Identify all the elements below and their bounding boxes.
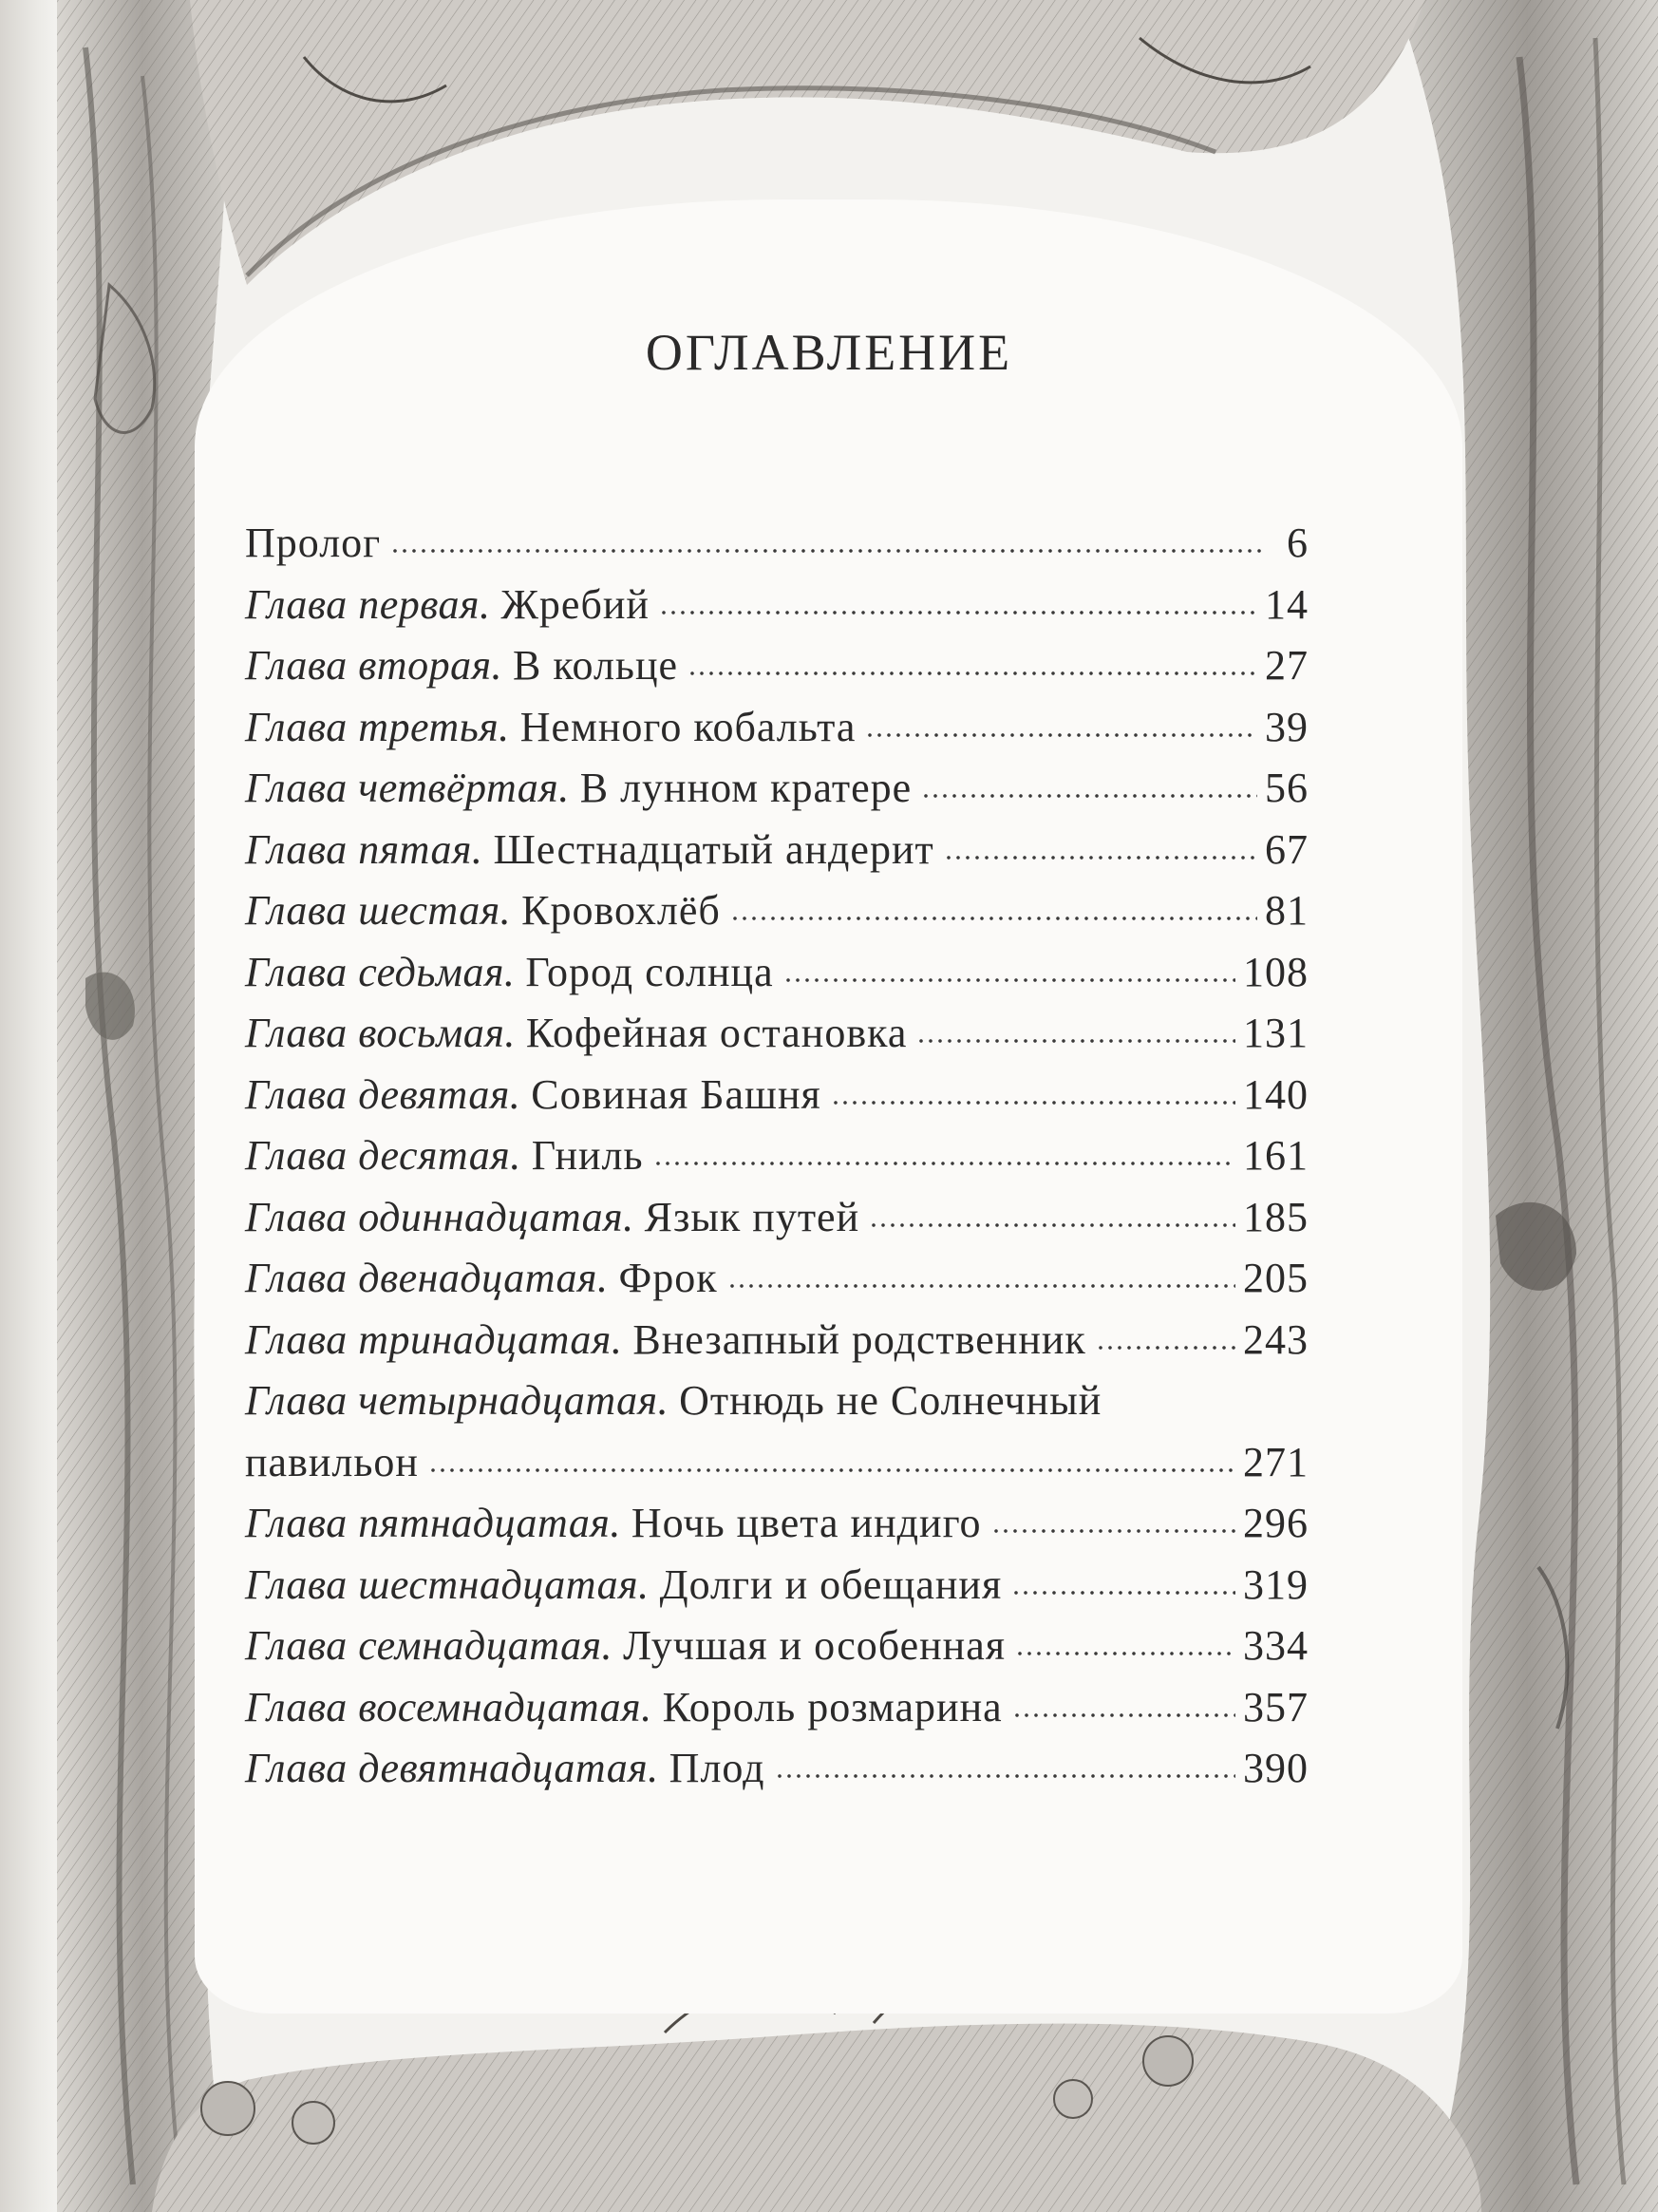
toc-entry-title: В лунном кратере [579, 765, 913, 811]
toc-page-number: 161 [1243, 1132, 1309, 1179]
toc-page-number: 131 [1243, 1010, 1309, 1056]
toc-leader-dots [783, 967, 1235, 986]
toc-page-number: 81 [1265, 887, 1309, 934]
page-title: ОГЛАВЛЕНИЕ [645, 324, 1013, 381]
toc-leader-dots [775, 1763, 1235, 1782]
toc-chapter-number: Глава двенадцатая. [245, 1255, 609, 1301]
toc-entry-title: Язык путей [644, 1193, 860, 1240]
toc-page-number: 296 [1243, 1500, 1309, 1546]
toc-leader-dots [727, 1273, 1235, 1292]
toc-leader-dots [428, 1457, 1235, 1476]
toc-leader-dots [921, 783, 1257, 802]
toc-entry-line1[interactable] [245, 1371, 1309, 1432]
toc-entry-title: Отнюдь не Солнечный [679, 1377, 1102, 1424]
toc-leader-dots [730, 905, 1257, 924]
toc-page-number: 140 [1243, 1070, 1309, 1118]
toc-entry[interactable] [245, 1003, 1309, 1065]
toc-page-number: 334 [1243, 1622, 1309, 1669]
toc-entry-title-continued: павильон [245, 1438, 419, 1485]
toc-chapter-number: Глава шестнадцатая. [245, 1560, 650, 1608]
toc-entry[interactable] [245, 1125, 1309, 1187]
toc-leader-dots [1012, 1702, 1235, 1721]
toc-chapter-number: Глава семнадцатая. [245, 1622, 613, 1669]
toc-entry-title: Фрок [618, 1255, 718, 1301]
toc-page-number: 6 [1287, 520, 1309, 566]
toc-chapter-number: Глава четырнадцатая. [245, 1377, 669, 1424]
toc-entry[interactable] [245, 1616, 1309, 1677]
toc-leader-dots [659, 599, 1257, 618]
toc-page-number: 39 [1265, 703, 1309, 750]
toc-entry-title: Король розмарина [662, 1683, 1003, 1730]
toc-chapter-number: Глава пятнадцатая. [245, 1500, 621, 1546]
toc-entry[interactable] [245, 1187, 1309, 1249]
toc-entry[interactable] [245, 942, 1309, 1004]
toc-entry-title: Шестнадцатый андерит [493, 825, 934, 873]
toc-chapter-number: Глава тринадцатая. [245, 1315, 623, 1363]
toc-leader-dots [944, 844, 1257, 863]
toc-page-number: 390 [1243, 1745, 1309, 1791]
toc-entry[interactable] [245, 1555, 1309, 1616]
toc-entry[interactable] [245, 1065, 1309, 1126]
toc-entry[interactable] [245, 1738, 1309, 1800]
toc-entry-title: Ночь цвета индиго [631, 1500, 982, 1546]
toc-chapter-number: Глава четвёртая. [245, 765, 570, 811]
toc-page-number: 56 [1265, 765, 1309, 811]
toc-leader-dots [653, 1150, 1235, 1169]
toc-page-number: 205 [1243, 1255, 1309, 1301]
toc-entry-line2[interactable] [245, 1432, 1309, 1494]
toc-page-number: 108 [1243, 948, 1309, 995]
toc-page-number: 67 [1265, 825, 1309, 873]
toc-leader-dots [1096, 1334, 1235, 1353]
toc-chapter-number: Глава первая. [245, 580, 491, 628]
table-of-contents [245, 513, 1309, 1800]
toc-entry-title: В кольце [513, 642, 679, 689]
toc-chapter-number: Глава вторая. [245, 642, 503, 689]
toc-entry[interactable] [245, 1248, 1309, 1310]
toc-chapter-number: Глава восемнадцатая. [245, 1683, 652, 1730]
toc-chapter-number: Глава шестая. [245, 887, 512, 934]
toc-entry[interactable] [245, 1310, 1309, 1371]
toc-page-number: 185 [1243, 1193, 1309, 1240]
toc-page-number: 14 [1265, 580, 1309, 628]
toc-page-number: 27 [1265, 642, 1309, 689]
toc-page-number: 357 [1243, 1683, 1309, 1730]
toc-entry[interactable] [245, 820, 1309, 881]
toc-entry[interactable] [245, 575, 1309, 636]
toc-leader-dots [688, 660, 1257, 679]
toc-chapter-number: Глава пятая. [245, 825, 483, 873]
toc-leader-dots [916, 1028, 1235, 1047]
toc-entry-title: Гниль [531, 1132, 644, 1179]
toc-entry-title: Долги и обещания [659, 1560, 1003, 1608]
toc-entry-title: Кровохлёб [521, 887, 721, 934]
toc-leader-dots [991, 1518, 1235, 1537]
toc-chapter-number: Глава восьмая. [245, 1010, 516, 1056]
toc-entry-title: Пролог [245, 520, 382, 566]
toc-entry[interactable] [245, 697, 1309, 759]
toc-page-number: 271 [1243, 1438, 1309, 1485]
toc-entry-title: Внезапный родственник [632, 1315, 1086, 1363]
toc-chapter-number: Глава седьмая. [245, 948, 516, 995]
toc-entry[interactable] [245, 1493, 1309, 1555]
toc-entry[interactable] [245, 635, 1309, 697]
toc-leader-dots [1011, 1579, 1235, 1598]
toc-entry-title: Жребий [500, 580, 650, 628]
toc-page-number: 243 [1243, 1315, 1309, 1363]
toc-entry-title: Город солнца [525, 948, 774, 995]
toc-chapter-number: Глава третья. [245, 703, 510, 750]
toc-leader-dots [869, 1212, 1235, 1231]
toc-entry-title: Лучшая и особенная [623, 1622, 1006, 1669]
toc-page-number: 319 [1243, 1560, 1309, 1608]
toc-chapter-number: Глава девятнадцатая. [245, 1745, 659, 1791]
toc-leader-dots [831, 1089, 1235, 1108]
toc-entry-title: Немного кобальта [519, 703, 857, 750]
toc-entry-title: Совиная Башня [531, 1070, 821, 1118]
toc-chapter-number: Глава девятая. [245, 1070, 521, 1118]
toc-leader-dots [865, 722, 1257, 741]
toc-entry[interactable] [245, 1677, 1309, 1739]
toc-chapter-number: Глава десятая. [245, 1132, 521, 1179]
toc-leader-dots [390, 538, 1263, 557]
toc-entry[interactable] [245, 880, 1309, 942]
toc-entry-title: Кофейная остановка [525, 1010, 908, 1056]
toc-entry[interactable] [245, 758, 1309, 820]
toc-entry-title: Плод [669, 1745, 765, 1791]
toc-leader-dots [1015, 1640, 1235, 1659]
toc-entry[interactable] [245, 513, 1309, 575]
toc-chapter-number: Глава одиннадцатая. [245, 1193, 634, 1240]
